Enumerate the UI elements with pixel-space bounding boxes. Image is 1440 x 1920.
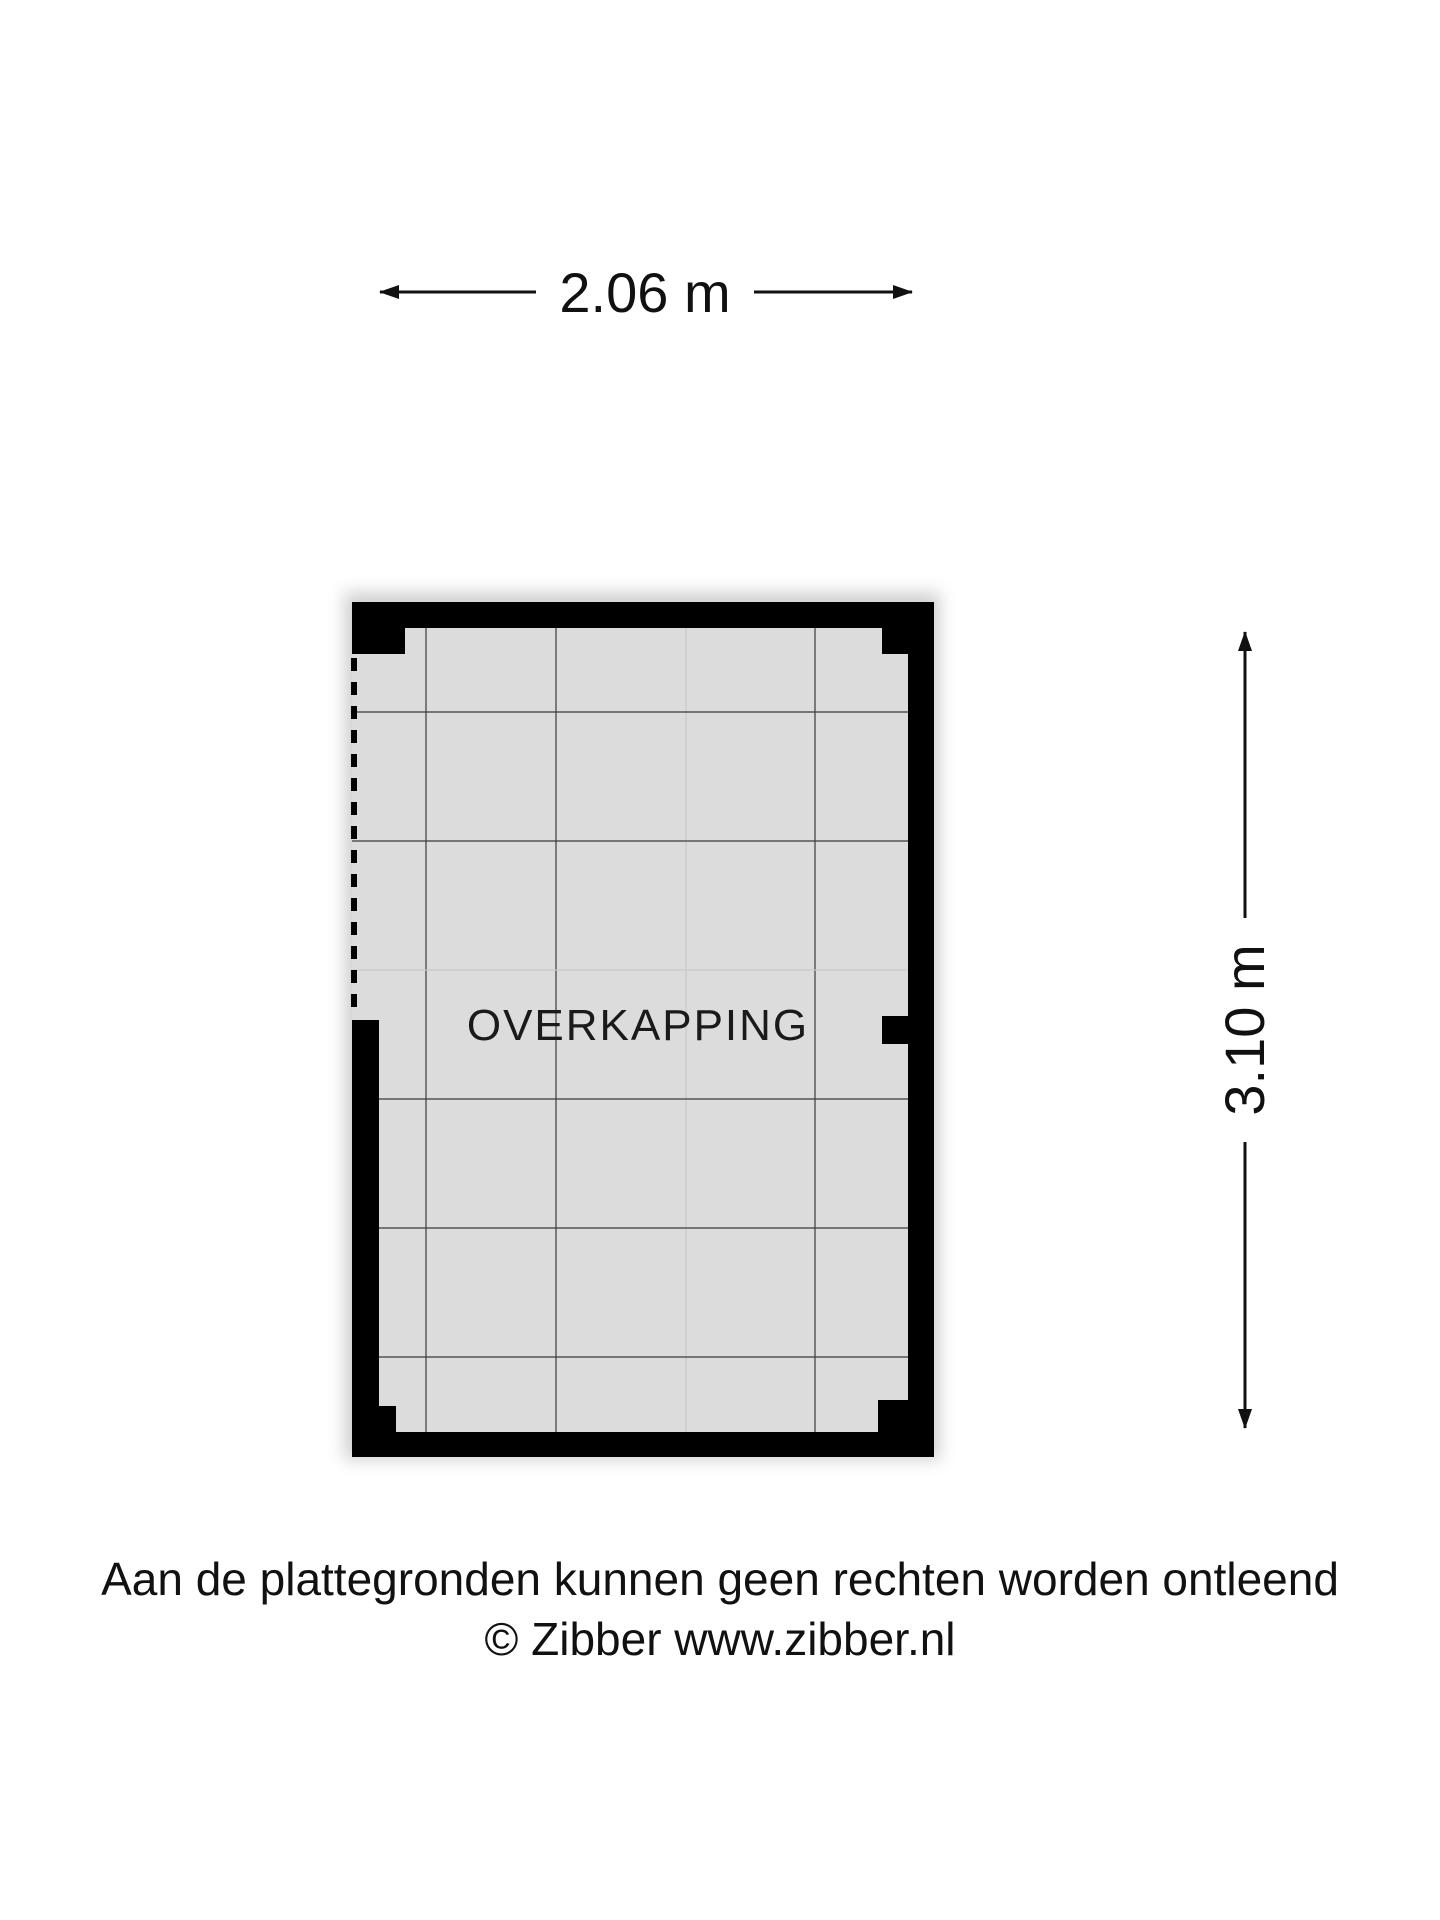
copyright-text: © Zibber www.zibber.nl	[484, 1613, 956, 1665]
height-dimension	[1213, 632, 1276, 1428]
width-dimension-label: 2.06 m	[559, 261, 731, 324]
wall-left-top-stub	[352, 602, 379, 654]
wall-left-lower	[352, 1020, 379, 1457]
disclaimer-text: Aan de plattegronden kunnen geen rechten worden ontleend	[101, 1553, 1339, 1605]
room-label: OVERKAPPING	[466, 1001, 810, 1050]
post-top-right	[882, 628, 908, 654]
height-dimension-label: 3.10 m	[1213, 944, 1276, 1116]
room-overkapping	[344, 592, 940, 1460]
post-middle-right	[882, 1016, 908, 1044]
wall-bottom	[352, 1432, 934, 1457]
width-dimension	[380, 261, 912, 324]
post-bottom-left	[379, 1406, 396, 1432]
post-bottom-right	[878, 1400, 908, 1432]
post-top-left	[379, 628, 405, 654]
wall-top	[352, 602, 934, 628]
wall-right	[908, 602, 934, 1457]
